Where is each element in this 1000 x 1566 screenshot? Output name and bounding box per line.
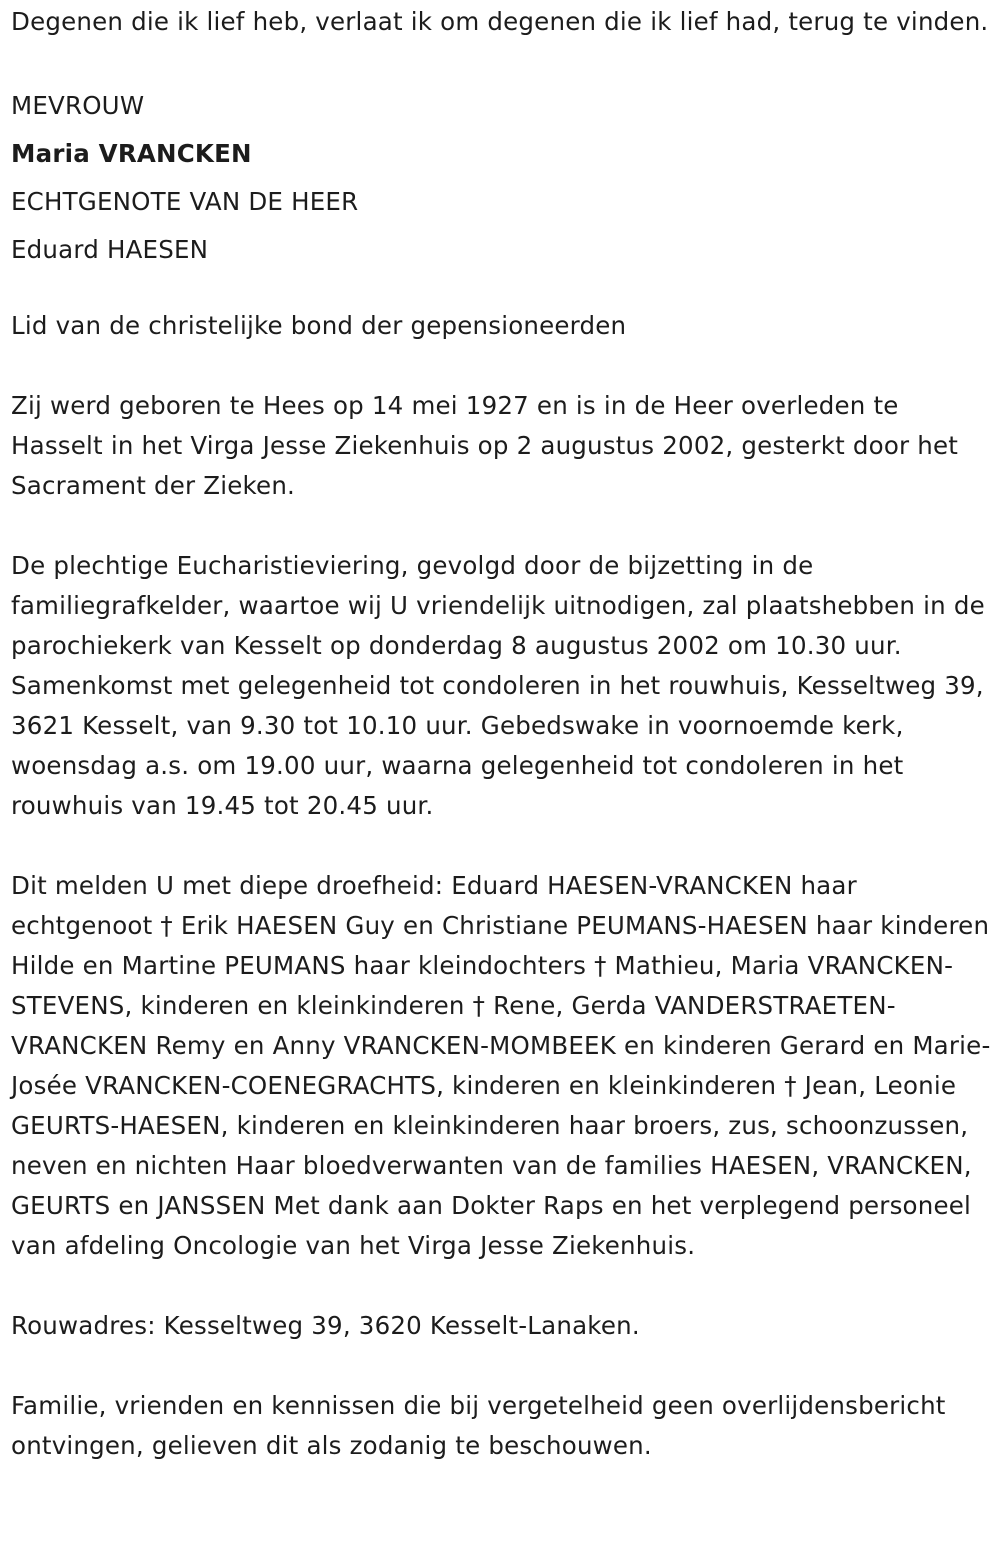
family-text-2: Erik HAESEN Guy en Christiane PEUMANS-HAESEN haar kinderen Hilde en Martine PEUMANS haar kleindochters (11, 911, 990, 980)
spacer (11, 42, 996, 82)
family-text-5: Jean, Leonie GEURTS-HAESEN, kinderen en kleinkinderen haar broers, zus, schoonzussen, neven en nichten Haar bloedverwanten van de families HAESEN, VRANCKEN, GEURTS en JANSSEN Met dank aan Dokter Raps en het verplegend personeel van afdeling Oncologie van het Virga Jesse Ziekenhuis. (11, 1071, 972, 1260)
cross-icon: † (160, 911, 173, 940)
spacer (11, 1266, 996, 1306)
quote-paragraph: Degenen die ik lief heb, verlaat ik om degenen die ik lief had, terug te vinden. (11, 7, 989, 36)
ceremony-paragraph: De plechtige Eucharistieviering, gevolgd door de bijzetting in de familiegrafkelder, waartoe wij U vriendelijk uitnodigen, zal plaatshebben in de parochiekerk van Kesselt op donderdag 8 augustus 2002 om 10.30 uur. Samenkomst met gelegenheid tot condoleren in het rouwhuis, Kesseltweg 39, 3621 Kesselt, van 9.30 tot 10.10 uur. Gebedswake in voornoemde kerk, woensdag a.s. om 19.00 uur, waarna gelegenheid tot condoleren in het rouwhuis van 19.45 tot 20.45 uur. (11, 551, 985, 820)
family-text-1: Dit melden U met diepe droefheid: Eduard HAESEN-VRANCKEN haar echtgenoot (11, 871, 857, 940)
cross-icon: † (594, 951, 607, 980)
cross-icon: † (784, 1071, 797, 1100)
obituary-document (11, 2, 996, 1466)
cross-icon: † (472, 991, 486, 1020)
spacer (11, 506, 996, 546)
deceased-block (11, 82, 996, 274)
closing-paragraph: Familie, vrienden en kennissen die bij vergetelheid geen overlijdensbericht ontvingen, gelieven dit als zodanig te beschouwen. (11, 1391, 946, 1460)
deceased-name: Maria VRANCKEN (11, 139, 252, 168)
family-paragraph (11, 866, 996, 1266)
spacer (11, 346, 996, 386)
birth-death-paragraph: Zij werd geboren te Hees op 14 mei 1927 en is in de Heer overleden te Hasselt in het Virga Jesse Ziekenhuis op 2 augustus 2002, gesterkt door het Sacrament der Zieken. (11, 391, 959, 500)
spacer (11, 826, 996, 866)
spacer (11, 1346, 996, 1386)
family-text-3: Mathieu, Maria VRANCKEN-STEVENS, kinderen en kleinkinderen (11, 951, 954, 1020)
membership-paragraph: Lid van de christelijke bond der gepensioneerden (11, 311, 627, 340)
spouse-label: ECHTGENOTE VAN DE HEER (11, 187, 359, 216)
spacer (11, 274, 996, 306)
family-text-4: Rene, Gerda VANDERSTRAETEN-VRANCKEN Remy en Anny VRANCKEN-MOMBEEK en kinderen Gerard en Marie-Josée VRANCKEN-COENEGRACHTS, kinderen en kleinkinderen (11, 991, 991, 1100)
title-line: MEVROUW (11, 91, 145, 120)
address-paragraph: Rouwadres: Kesseltweg 39, 3620 Kesselt-Lanaken. (11, 1311, 640, 1340)
spouse-name: Eduard HAESEN (11, 235, 209, 264)
